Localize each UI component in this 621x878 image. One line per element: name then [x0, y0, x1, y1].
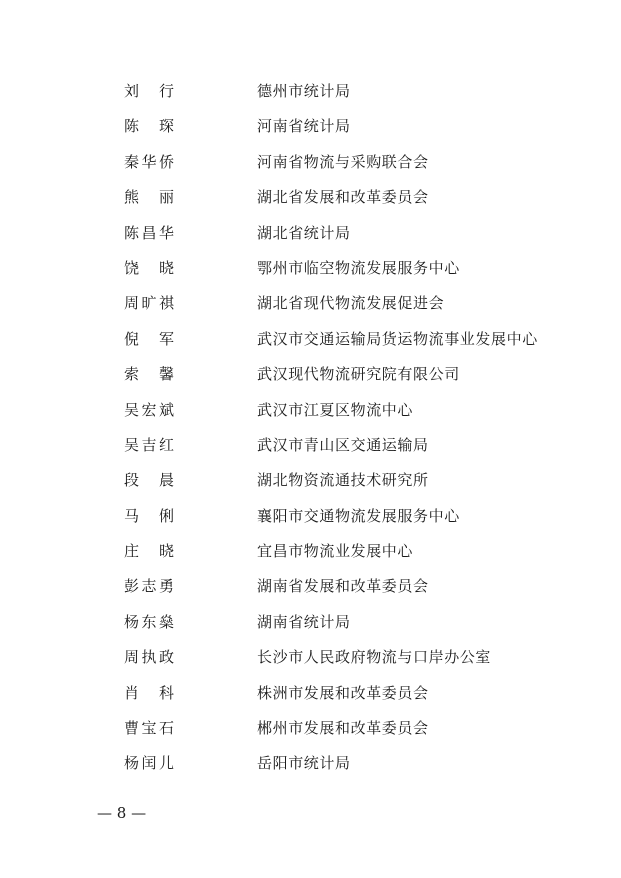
person-name: 马 俐: [124, 506, 174, 525]
organization-name: 岳阳市统计局: [257, 754, 351, 773]
organization-name: 郴州市发展和改革委员会: [257, 719, 429, 738]
organization-name: 长沙市人民政府物流与口岸办公室: [257, 648, 492, 667]
list-item: [0, 109, 621, 144]
organization-name: 湖北省现代物流发展促进会: [257, 294, 445, 313]
organization-name: 河南省统计局: [257, 117, 351, 136]
list-item: [0, 676, 621, 711]
organization-name: 湖北物资流通技术研究所: [257, 471, 429, 490]
organization-name: 德州市统计局: [257, 82, 351, 100]
organization-name: 宜昌市物流业发展中心: [257, 542, 414, 561]
list-item: [0, 74, 621, 109]
list-item: [0, 251, 621, 286]
organization-name: 湖南省统计局: [257, 612, 351, 631]
organization-name: 武汉市青山区交通运输局: [257, 435, 429, 454]
person-name: 饶 晓: [124, 258, 174, 277]
list-item: [0, 322, 621, 357]
list-item: [0, 746, 621, 781]
organization-name: 武汉市交通运输局货运物流事业发展中心: [257, 329, 538, 348]
organization-name: 河南省物流与采购联合会: [257, 152, 429, 171]
list-item: [0, 428, 621, 463]
person-name: 彭志勇: [124, 577, 174, 596]
list-item: [0, 393, 621, 428]
organization-name: 鄂州市临空物流发展服务中心: [257, 258, 460, 277]
list-item: [0, 640, 621, 675]
list-item: [0, 605, 621, 640]
person-name: 曹宝石: [124, 719, 174, 738]
list-item: [0, 145, 621, 180]
person-name: 陈 琛: [124, 117, 174, 136]
list-item: [0, 569, 621, 604]
person-name: 周执政: [124, 648, 174, 667]
organization-name: 湖北省统计局: [257, 223, 351, 242]
person-name: 周旷祺: [124, 294, 174, 313]
list-item: [0, 180, 621, 215]
list-item: [0, 499, 621, 534]
member-list: [0, 74, 621, 782]
person-name: 庄 晓: [124, 542, 174, 561]
person-name: 杨东燊: [124, 612, 174, 631]
person-name: 段 晨: [124, 471, 174, 490]
list-item: [0, 216, 621, 251]
person-name: 倪 军: [124, 329, 174, 348]
person-name: 刘 行: [124, 82, 174, 100]
list-item: [0, 711, 621, 746]
organization-name: 襄阳市交通物流发展服务中心: [257, 506, 460, 525]
person-name: 索 馨: [124, 365, 174, 384]
person-name: 吴吉红: [124, 435, 174, 454]
organization-name: 株洲市发展和改革委员会: [257, 683, 429, 702]
person-name: 陈昌华: [124, 223, 174, 242]
list-item: [0, 357, 621, 392]
organization-name: 湖北省发展和改革委员会: [257, 188, 429, 207]
list-item: [0, 286, 621, 321]
person-name: 秦华侨: [124, 152, 174, 171]
organization-name: 武汉现代物流研究院有限公司: [257, 365, 460, 384]
page-number: — 8 —: [97, 804, 147, 822]
organization-name: 湖南省发展和改革委员会: [257, 577, 429, 596]
list-item: [0, 463, 621, 498]
organization-name: 武汉市江夏区物流中心: [257, 400, 414, 419]
person-name: 吴宏斌: [124, 400, 174, 419]
person-name: 杨闰儿: [124, 754, 174, 773]
list-item: [0, 534, 621, 569]
person-name: 肖 科: [124, 683, 174, 702]
person-name: 熊 丽: [124, 188, 174, 207]
